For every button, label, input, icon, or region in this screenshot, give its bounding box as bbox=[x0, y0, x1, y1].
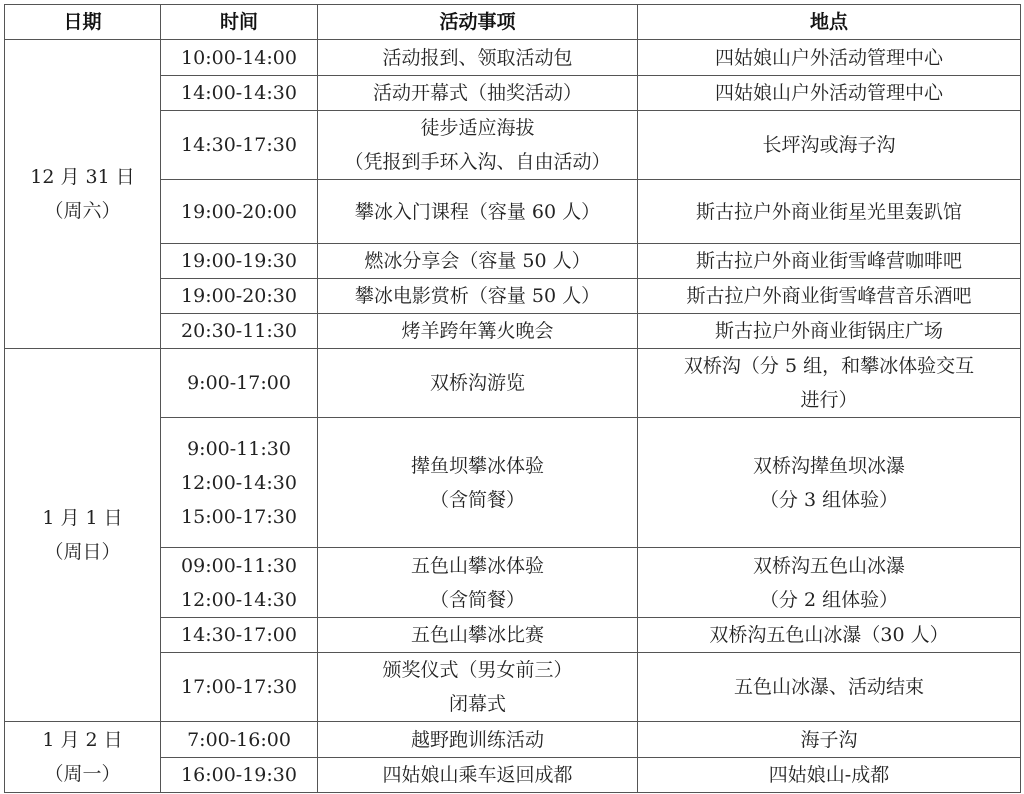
place-cell bbox=[638, 722, 1021, 758]
event-cell bbox=[318, 111, 638, 180]
time-text: 12:00-14:30 bbox=[181, 588, 297, 611]
time-text: 14:00-14:30 bbox=[181, 82, 297, 104]
time-text: 10:00-14:00 bbox=[181, 46, 297, 69]
place-text-cont: 进行） bbox=[800, 389, 858, 411]
place-cell bbox=[638, 758, 1021, 793]
event-cell bbox=[318, 758, 638, 793]
date-cell bbox=[5, 722, 161, 793]
place-text: 斯古拉户外商业街雪峰营咖啡吧 bbox=[695, 250, 962, 272]
weekday-text: （周六） bbox=[44, 200, 121, 222]
time-text: 16:00-19:30 bbox=[181, 764, 297, 786]
event-cell bbox=[318, 349, 638, 418]
event-note: （含简餐） bbox=[429, 588, 525, 611]
event-cell bbox=[318, 618, 638, 653]
time-cell bbox=[161, 418, 318, 548]
place-cell bbox=[638, 76, 1021, 111]
place-cell bbox=[638, 279, 1021, 314]
place-text: 双桥沟（分 5 组，和攀冰体验交互 bbox=[683, 355, 975, 377]
time-cell bbox=[161, 76, 318, 111]
place-note: （分 2 组体验） bbox=[759, 588, 899, 611]
header-time: 时间 bbox=[161, 5, 318, 40]
date-text: 1 月 2 日 bbox=[42, 729, 123, 751]
time-text: 12:00-14:30 bbox=[181, 471, 297, 494]
header-event: 活动事项 bbox=[318, 5, 638, 40]
place-text: 斯古拉户外商业街星光里轰趴馆 bbox=[695, 200, 962, 223]
place-cell bbox=[638, 40, 1021, 76]
place-cell bbox=[638, 180, 1021, 244]
schedule-table bbox=[4, 4, 1021, 793]
time-cell bbox=[161, 244, 318, 279]
header-date: 日期 bbox=[5, 5, 161, 40]
time-text: 20:30-11:30 bbox=[181, 320, 297, 342]
place-cell bbox=[638, 653, 1021, 722]
event-cell bbox=[318, 314, 638, 349]
event-cell bbox=[318, 418, 638, 548]
time-text: 9:00-17:00 bbox=[187, 372, 291, 394]
place-text: 长坪沟或海子沟 bbox=[762, 134, 896, 156]
event-text: 燃冰分享会（容量 50 人） bbox=[364, 250, 591, 272]
time-text: 9:00-11:30 bbox=[187, 437, 291, 460]
place-text: 四姑娘山户外活动管理中心 bbox=[714, 46, 943, 69]
table-row bbox=[5, 722, 1021, 758]
event-text: 徒步适应海拔 bbox=[420, 117, 535, 139]
time-cell bbox=[161, 758, 318, 793]
date-text: 1 月 1 日 bbox=[42, 507, 123, 529]
event-text: 撵鱼坝攀冰体验 bbox=[410, 454, 544, 477]
event-cell bbox=[318, 180, 638, 244]
time-text: 15:00-17:30 bbox=[181, 505, 297, 528]
place-cell bbox=[638, 548, 1021, 618]
time-cell bbox=[161, 180, 318, 244]
event-note: （凭报到手环入沟、自由活动） bbox=[344, 151, 611, 173]
place-text: 双桥沟五色山冰瀑 bbox=[752, 554, 905, 577]
date-text: 12 月 31 日 bbox=[30, 166, 135, 188]
event-note: （含简餐） bbox=[429, 488, 525, 511]
event-text: 烤羊跨年篝火晚会 bbox=[401, 320, 554, 342]
event-cell bbox=[318, 653, 638, 722]
event-text: 活动开幕式（抽奖活动） bbox=[372, 82, 582, 104]
place-text: 斯古拉户外商业街雪峰营音乐酒吧 bbox=[686, 285, 972, 307]
time-cell bbox=[161, 548, 318, 618]
event-text: 四姑娘山乘车返回成都 bbox=[382, 764, 573, 786]
place-cell bbox=[638, 618, 1021, 653]
table-row bbox=[5, 349, 1021, 418]
header-row bbox=[5, 5, 1021, 40]
time-text: 14:30-17:00 bbox=[181, 624, 297, 646]
place-text: 四姑娘山-成都 bbox=[768, 764, 890, 786]
place-text: 海子沟 bbox=[800, 728, 858, 751]
place-cell bbox=[638, 314, 1021, 349]
event-cell bbox=[318, 40, 638, 76]
time-cell bbox=[161, 653, 318, 722]
date-cell bbox=[5, 349, 161, 722]
event-text: 五色山攀冰体验 bbox=[410, 554, 544, 577]
time-text: 7:00-16:00 bbox=[187, 728, 291, 751]
event-text: 活动报到、领取活动包 bbox=[382, 46, 573, 69]
table-row bbox=[5, 40, 1021, 76]
event-cell bbox=[318, 279, 638, 314]
header-place: 地点 bbox=[638, 5, 1021, 40]
place-text: 五色山冰瀑、活动结束 bbox=[733, 676, 924, 698]
place-text: 双桥沟五色山冰瀑（30 人） bbox=[709, 624, 949, 646]
event-text: 越野跑训练活动 bbox=[410, 728, 544, 751]
time-cell bbox=[161, 111, 318, 180]
time-cell bbox=[161, 722, 318, 758]
place-text: 斯古拉户外商业街锅庄广场 bbox=[714, 320, 943, 342]
time-cell bbox=[161, 40, 318, 76]
place-note: （分 3 组体验） bbox=[759, 488, 899, 511]
weekday-text: （周日） bbox=[44, 541, 121, 563]
place-cell bbox=[638, 244, 1021, 279]
event-text: 颁奖仪式（男女前三） bbox=[382, 659, 573, 681]
place-text: 双桥沟撵鱼坝冰瀑 bbox=[752, 454, 905, 477]
event-text: 双桥沟游览 bbox=[429, 372, 525, 394]
time-cell bbox=[161, 279, 318, 314]
event-cell bbox=[318, 548, 638, 618]
time-cell bbox=[161, 314, 318, 349]
time-text: 19:00-20:30 bbox=[181, 285, 297, 307]
event-cell bbox=[318, 76, 638, 111]
event-text-2: 闭幕式 bbox=[448, 693, 506, 715]
time-text: 17:00-17:30 bbox=[181, 676, 297, 698]
place-cell bbox=[638, 418, 1021, 548]
place-cell bbox=[638, 111, 1021, 180]
event-text: 攀冰电影赏析（容量 50 人） bbox=[354, 285, 601, 307]
place-text: 四姑娘山户外活动管理中心 bbox=[714, 82, 943, 104]
time-text: 19:00-20:00 bbox=[181, 200, 297, 223]
time-text: 19:00-19:30 bbox=[181, 250, 297, 272]
time-text: 09:00-11:30 bbox=[181, 554, 297, 577]
place-cell bbox=[638, 349, 1021, 418]
time-cell bbox=[161, 349, 318, 418]
event-cell bbox=[318, 244, 638, 279]
event-cell bbox=[318, 722, 638, 758]
time-cell bbox=[161, 618, 318, 653]
date-cell bbox=[5, 40, 161, 349]
time-text: 14:30-17:30 bbox=[181, 134, 297, 156]
weekday-text: （周一） bbox=[44, 763, 121, 785]
event-text: 攀冰入门课程（容量 60 人） bbox=[354, 200, 601, 223]
event-text: 五色山攀冰比赛 bbox=[410, 624, 544, 646]
